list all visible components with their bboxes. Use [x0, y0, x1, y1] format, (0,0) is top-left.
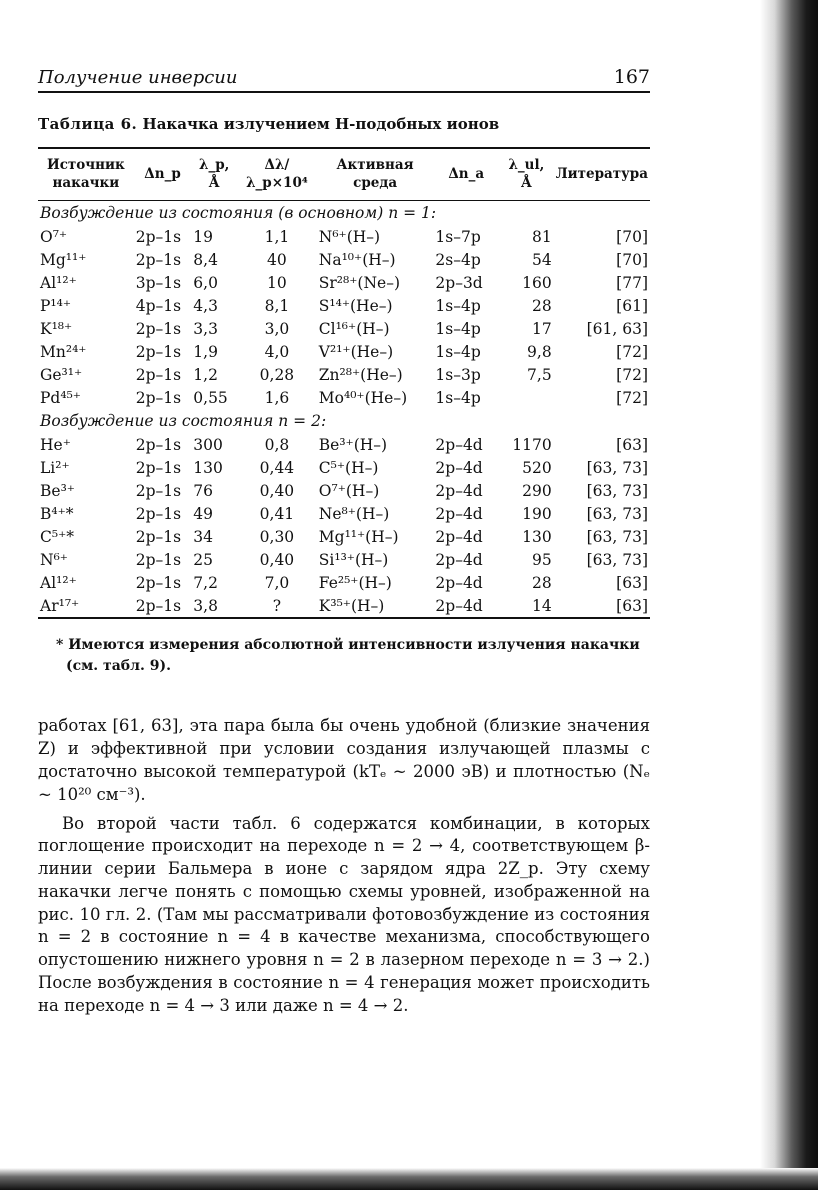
- table-row: [38, 456, 650, 479]
- cell-lambda-ul: 190: [522, 504, 552, 523]
- cell-dna: 2s–4p: [435, 250, 481, 269]
- cell-ratio: 0,28: [259, 365, 295, 384]
- book-page: [38, 66, 650, 1023]
- cell-medium: C⁵⁺(H–): [318, 458, 379, 477]
- cell-dna: 2p–4d: [435, 596, 483, 615]
- cell-source: B⁴⁺*: [40, 504, 74, 523]
- cell-dnp: 2p–1s: [135, 573, 182, 592]
- cell-references: [63]: [616, 573, 648, 592]
- data-table: [38, 147, 650, 619]
- cell-ratio: 1,1: [264, 227, 290, 246]
- table-caption-label: Таблица 6.: [38, 115, 138, 133]
- cell-lambda-p: 3,8: [193, 596, 218, 615]
- cell-ratio: 0,40: [259, 481, 295, 500]
- cell-dnp: 2p–1s: [135, 458, 182, 477]
- cell-medium: Sr²⁸⁺(Ne–): [318, 273, 400, 292]
- cell-source: Al¹²⁺: [40, 573, 77, 592]
- table-row: [38, 386, 650, 409]
- cell-medium: Mo⁴⁰⁺(He–): [318, 388, 408, 407]
- cell-dna: 2p–4d: [435, 573, 483, 592]
- cell-lambda-p: 49: [193, 504, 214, 523]
- cell-lambda-p: 300: [193, 435, 223, 454]
- cell-ratio: 7,0: [264, 573, 290, 592]
- cell-medium: Na¹⁰⁺(H–): [318, 250, 396, 269]
- table-row: [38, 525, 650, 548]
- table-row: [38, 248, 650, 271]
- col-header-source: Источник накачки: [38, 148, 134, 201]
- table-header-row: [38, 148, 650, 201]
- cell-lambda-p: 25: [193, 550, 214, 569]
- cell-lambda-p: 1,2: [193, 365, 218, 384]
- table-row: [38, 225, 650, 248]
- cell-dnp: 2p–1s: [135, 596, 182, 615]
- cell-references: [63, 73]: [586, 504, 648, 523]
- section-heading-row: [38, 409, 650, 433]
- cell-lambda-p: 6,0: [193, 273, 218, 292]
- paragraph: Во второй части табл. 6 содержатся комбинации, в которых поглощение происходит на переходе n = 2 → 4, соответствующем β-линии серии Бальмера в ионе с зарядом ядра 2Z_p. Эту схему накачки легче понять с помощью схемы уровней, изображенной на рис. 10 гл. 2. (Там мы рассматривали фотовозбуждение из состояния n = 2 в состояние n = 4 в качестве механизма, способствующего опустошению нижнего уровня n = 2 в лазерном переходе n = 3 → 2.) После возбуждения в состояние n = 4 генерация может происходить на переходе n = 4 → 3 или даже n = 4 → 2.: [38, 813, 650, 1015]
- running-title: Получение инверсии: [38, 67, 238, 88]
- cell-dnp: 2p–1s: [135, 227, 182, 246]
- cell-lambda-p: 34: [193, 527, 214, 546]
- col-header-dnp: Δn_p: [134, 148, 192, 201]
- cell-references: [63, 73]: [586, 458, 648, 477]
- cell-lambda-ul: 14: [531, 596, 552, 615]
- cell-lambda-p: 76: [193, 481, 214, 500]
- cell-dna: 2p–4d: [435, 458, 483, 477]
- cell-ratio: 8,1: [264, 296, 290, 315]
- cell-references: [72]: [616, 342, 648, 361]
- scan-bottom-edge: [0, 1168, 818, 1190]
- table-row: [38, 363, 650, 386]
- cell-dna: 2p–4d: [435, 504, 483, 523]
- table-row: [38, 502, 650, 525]
- cell-lambda-ul: 1170: [512, 435, 552, 454]
- cell-source: Pd⁴⁵⁺: [40, 388, 81, 407]
- cell-lambda-ul: 28: [531, 573, 552, 592]
- cell-ratio: 0,30: [259, 527, 295, 546]
- table-footnote: * Имеются измерения абсолютной интенсивности излучения накачки (см. табл. 9).: [56, 637, 640, 675]
- cell-lambda-p: 8,4: [193, 250, 218, 269]
- cell-ratio: ?: [272, 596, 282, 615]
- cell-dnp: 2p–1s: [135, 481, 182, 500]
- cell-lambda-ul: 95: [531, 550, 552, 569]
- paragraph: работах [61, 63], эта пара была бы очень удобной (близкие значения Z) и эффективной при условии создания излучающей плазмы с достаточно высокой температурой (kTₑ ~ 2000 эВ) и плотностью (Nₑ ~ 10²⁰ см⁻³).: [38, 716, 650, 804]
- cell-lambda-ul: 81: [531, 227, 552, 246]
- cell-dna: 2p–4d: [435, 481, 483, 500]
- cell-medium: Zn²⁸⁺(He–): [318, 365, 403, 384]
- cell-medium: Ne⁸⁺(H–): [318, 504, 390, 523]
- cell-medium: N⁶⁺(H–): [318, 227, 381, 246]
- cell-references: [61]: [616, 296, 648, 315]
- cell-ratio: 10: [267, 273, 287, 292]
- cell-ratio: 4,0: [264, 342, 290, 361]
- table-row: [38, 294, 650, 317]
- cell-lambda-ul: 28: [531, 296, 552, 315]
- cell-ratio: 40: [267, 250, 287, 269]
- cell-lambda-ul: 520: [522, 458, 552, 477]
- cell-references: [72]: [616, 365, 648, 384]
- cell-dnp: 2p–1s: [135, 504, 182, 523]
- cell-dna: 1s–4p: [435, 342, 481, 361]
- col-header-lambda-p: λ_p, Å: [191, 148, 237, 201]
- body-text: [38, 715, 650, 1017]
- cell-dna: 2p–4d: [435, 527, 483, 546]
- table-body: [38, 201, 650, 619]
- col-header-dna: Δn_a: [433, 148, 499, 201]
- cell-source: Mn²⁴⁺: [40, 342, 87, 361]
- cell-source: N⁶⁺: [40, 550, 68, 569]
- section-heading: Возбуждение из состояния (в основном) n = 1:: [40, 204, 437, 223]
- cell-source: Be³⁺: [40, 481, 75, 500]
- cell-lambda-ul: 54: [531, 250, 552, 269]
- running-header: [38, 66, 650, 93]
- cell-dna: 1s–4p: [435, 319, 481, 338]
- cell-dnp: 4p–1s: [135, 296, 182, 315]
- cell-references: [63]: [616, 435, 648, 454]
- cell-source: Ar¹⁷⁺: [40, 596, 80, 615]
- cell-source: O⁷⁺: [40, 227, 68, 246]
- cell-references: [63, 73]: [586, 527, 648, 546]
- cell-dnp: 2p–1s: [135, 365, 182, 384]
- cell-references: [63, 73]: [586, 481, 648, 500]
- scan-dark-edge: [760, 0, 818, 1190]
- cell-dnp: 2p–1s: [135, 319, 182, 338]
- cell-dnp: 2p–1s: [135, 388, 182, 407]
- cell-ratio: 0,8: [264, 435, 290, 454]
- cell-lambda-ul: 130: [522, 527, 552, 546]
- cell-references: [77]: [616, 273, 648, 292]
- cell-medium: Si¹³⁺(H–): [318, 550, 389, 569]
- section-heading: Возбуждение из состояния n = 2:: [40, 412, 327, 431]
- cell-references: [70]: [616, 227, 648, 246]
- cell-dnp: 2p–1s: [135, 550, 182, 569]
- col-header-lambda-ul: λ_ul, Å: [499, 148, 554, 201]
- cell-lambda-p: 0,55: [193, 388, 228, 407]
- cell-dnp: 2p–1s: [135, 527, 182, 546]
- cell-lambda-ul: 160: [522, 273, 552, 292]
- table-row: [38, 433, 650, 456]
- cell-dnp: 2p–1s: [135, 342, 182, 361]
- cell-source: P¹⁴⁺: [40, 296, 72, 315]
- cell-dna: 1s–7p: [435, 227, 481, 246]
- cell-lambda-ul: 9,8: [527, 342, 552, 361]
- cell-medium: O⁷⁺(H–): [318, 481, 380, 500]
- col-header-medium: Активная среда: [317, 148, 434, 201]
- cell-lambda-ul: 290: [522, 481, 552, 500]
- cell-ratio: 0,41: [259, 504, 295, 523]
- col-header-references: Литература: [554, 148, 650, 201]
- table-row: [38, 317, 650, 340]
- cell-dna: 1s–3p: [435, 365, 481, 384]
- table-caption: [38, 115, 650, 133]
- cell-ratio: 1,6: [264, 388, 290, 407]
- cell-medium: S¹⁴⁺(He–): [318, 296, 393, 315]
- col-header-ratio: Δλ/λ_p×10⁴: [237, 148, 317, 201]
- cell-ratio: 0,40: [259, 550, 295, 569]
- cell-lambda-p: 19: [193, 227, 214, 246]
- cell-lambda-ul: [499, 386, 554, 409]
- cell-dna: 1s–4p: [435, 388, 481, 407]
- page-number: 167: [613, 66, 650, 88]
- cell-source: Ge³¹⁺: [40, 365, 83, 384]
- table-row: [38, 548, 650, 571]
- cell-source: C⁵⁺*: [40, 527, 75, 546]
- cell-dna: 2p–4d: [435, 550, 483, 569]
- cell-references: [61, 63]: [586, 319, 648, 338]
- table-row: [38, 340, 650, 363]
- cell-medium: Cl¹⁶⁺(H–): [318, 319, 390, 338]
- cell-dna: 2p–3d: [435, 273, 483, 292]
- cell-ratio: 3,0: [264, 319, 290, 338]
- table-row: [38, 594, 650, 618]
- table-row: [38, 479, 650, 502]
- cell-source: Al¹²⁺: [40, 273, 77, 292]
- cell-source: He⁺: [40, 435, 71, 454]
- cell-lambda-ul: 17: [531, 319, 552, 338]
- cell-source: K¹⁸⁺: [40, 319, 73, 338]
- cell-medium: K³⁵⁺(H–): [318, 596, 385, 615]
- cell-dnp: 2p–1s: [135, 435, 182, 454]
- table-row: [38, 571, 650, 594]
- cell-lambda-ul: 7,5: [527, 365, 552, 384]
- cell-medium: Be³⁺(H–): [318, 435, 388, 454]
- cell-references: [63, 73]: [586, 550, 648, 569]
- table-caption-text: Накачка излучением Н-подобных ионов: [142, 115, 500, 133]
- cell-lambda-p: 130: [193, 458, 223, 477]
- cell-source: Li²⁺: [40, 458, 70, 477]
- cell-dna: 2p–4d: [435, 435, 483, 454]
- cell-lambda-p: 3,3: [193, 319, 218, 338]
- cell-references: [70]: [616, 250, 648, 269]
- cell-medium: V²¹⁺(He–): [318, 342, 394, 361]
- cell-lambda-p: 1,9: [193, 342, 218, 361]
- cell-ratio: 0,44: [259, 458, 295, 477]
- cell-references: [72]: [616, 388, 648, 407]
- cell-lambda-p: 4,3: [193, 296, 218, 315]
- cell-lambda-p: 7,2: [193, 573, 218, 592]
- cell-dnp: 2p–1s: [135, 250, 182, 269]
- section-heading-row: [38, 201, 650, 226]
- cell-dnp: 3p–1s: [135, 273, 182, 292]
- cell-dna: 1s–4p: [435, 296, 481, 315]
- cell-medium: Fe²⁵⁺(H–): [318, 573, 392, 592]
- cell-source: Mg¹¹⁺: [40, 250, 87, 269]
- cell-references: [63]: [616, 596, 648, 615]
- cell-medium: Mg¹¹⁺(H–): [318, 527, 399, 546]
- table-row: [38, 271, 650, 294]
